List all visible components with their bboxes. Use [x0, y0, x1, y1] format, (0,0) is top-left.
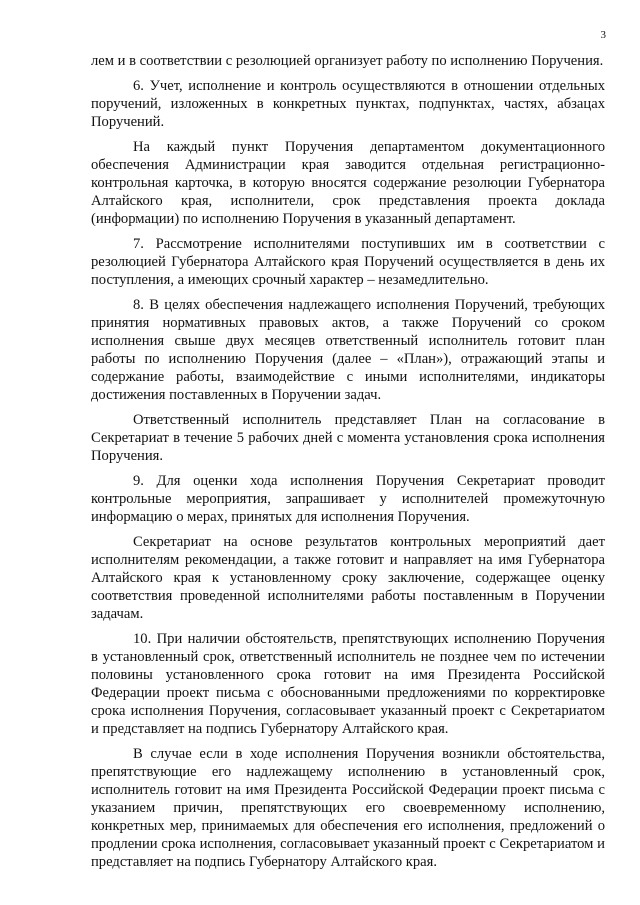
- page-number: 3: [600, 29, 606, 41]
- paragraph-circumstances: В случае если в ходе исполнения Поручения возникли обстоятельства, препятствующие его надлежащему исполнению в установленный срок, исполнитель готовит на имя Президента Российской Федерации проект письма с указанием причин, препятствующих его своевременному исполнению, конкретных мер, принимаемых для обеспечения его исполнения, предложений о продлении срока исполнения, согласовывает указанный проект с Секретариатом и представляет на подпись Губернатору Алтайского края.: [91, 746, 605, 870]
- paragraph-registration-card: На каждый пункт Поручения департаментом документационного обеспечения Администрации края заводится отдельная регистрационно-контрольная карточка, в которую вносятся содержание резолюции Губернатора Алтайского края, исполнители, срок представления проекта доклада (информации) по исполнению Поручения в указанный департамент.: [91, 139, 605, 227]
- paragraph-item-7: 7. Рассмотрение исполнителями поступивших им в соответствии с резолюцией Губернатора Алтайского края Поручений осуществляется в день их поступления, а имеющих срочный характер – незамедлительно.: [91, 236, 605, 288]
- document-body: [91, 52, 605, 878]
- paragraph-item-8: 8. В целях обеспечения надлежащего исполнения Поручений, требующих принятия нормативных правовых актов, а также Поручений со сроком исполнения свыше двух месяцев ответственный исполнитель готовит план работы по исполнению Поручения (далее – «План»), отражающий этапы и содержание работы, взаимодействие с иными исполнителями, индикаторы достижения поставленных в Поручении задач.: [91, 297, 605, 403]
- paragraph-secretariat-recommendations: Секретариат на основе результатов контрольных мероприятий дает исполнителям рекомендации, а также готовит и направляет на имя Губернатора Алтайского края к установленному сроку заключение, содержащее оценку соответствия проведенной исполнителями работы поставленным в Поручении задачам.: [91, 534, 605, 622]
- paragraph-item-6: 6. Учет, исполнение и контроль осуществляются в отношении отдельных поручений, изложенных в конкретных пунктах, подпунктах, частях, абзацах Поручений.: [91, 78, 605, 130]
- paragraph-plan-approval: Ответственный исполнитель представляет План на согласование в Секретариат в течение 5 рабочих дней с момента установления срока исполнения Поручения.: [91, 412, 605, 464]
- paragraph-item-10: 10. При наличии обстоятельств, препятствующих исполнению Поручения в установленный срок, ответственный исполнитель не позднее чем по истечении половины установленного срока готовит на имя Президента Российской Федерации проект письма с обоснованными предложениями по корректировке срока исполнения Поручения, согласовывает указанный проект с Секретариатом и представляет на подпись Губернатору Алтайского края.: [91, 631, 605, 737]
- paragraph-continuation: лем и в соответствии с резолюцией организует работу по исполнению Поручения.: [91, 53, 604, 69]
- paragraph-item-9: 9. Для оценки хода исполнения Поручения Секретариат проводит контрольные мероприятия, запрашивает у исполнителей промежуточную информацию о мерах, принятых для исполнения Поручения.: [91, 473, 605, 525]
